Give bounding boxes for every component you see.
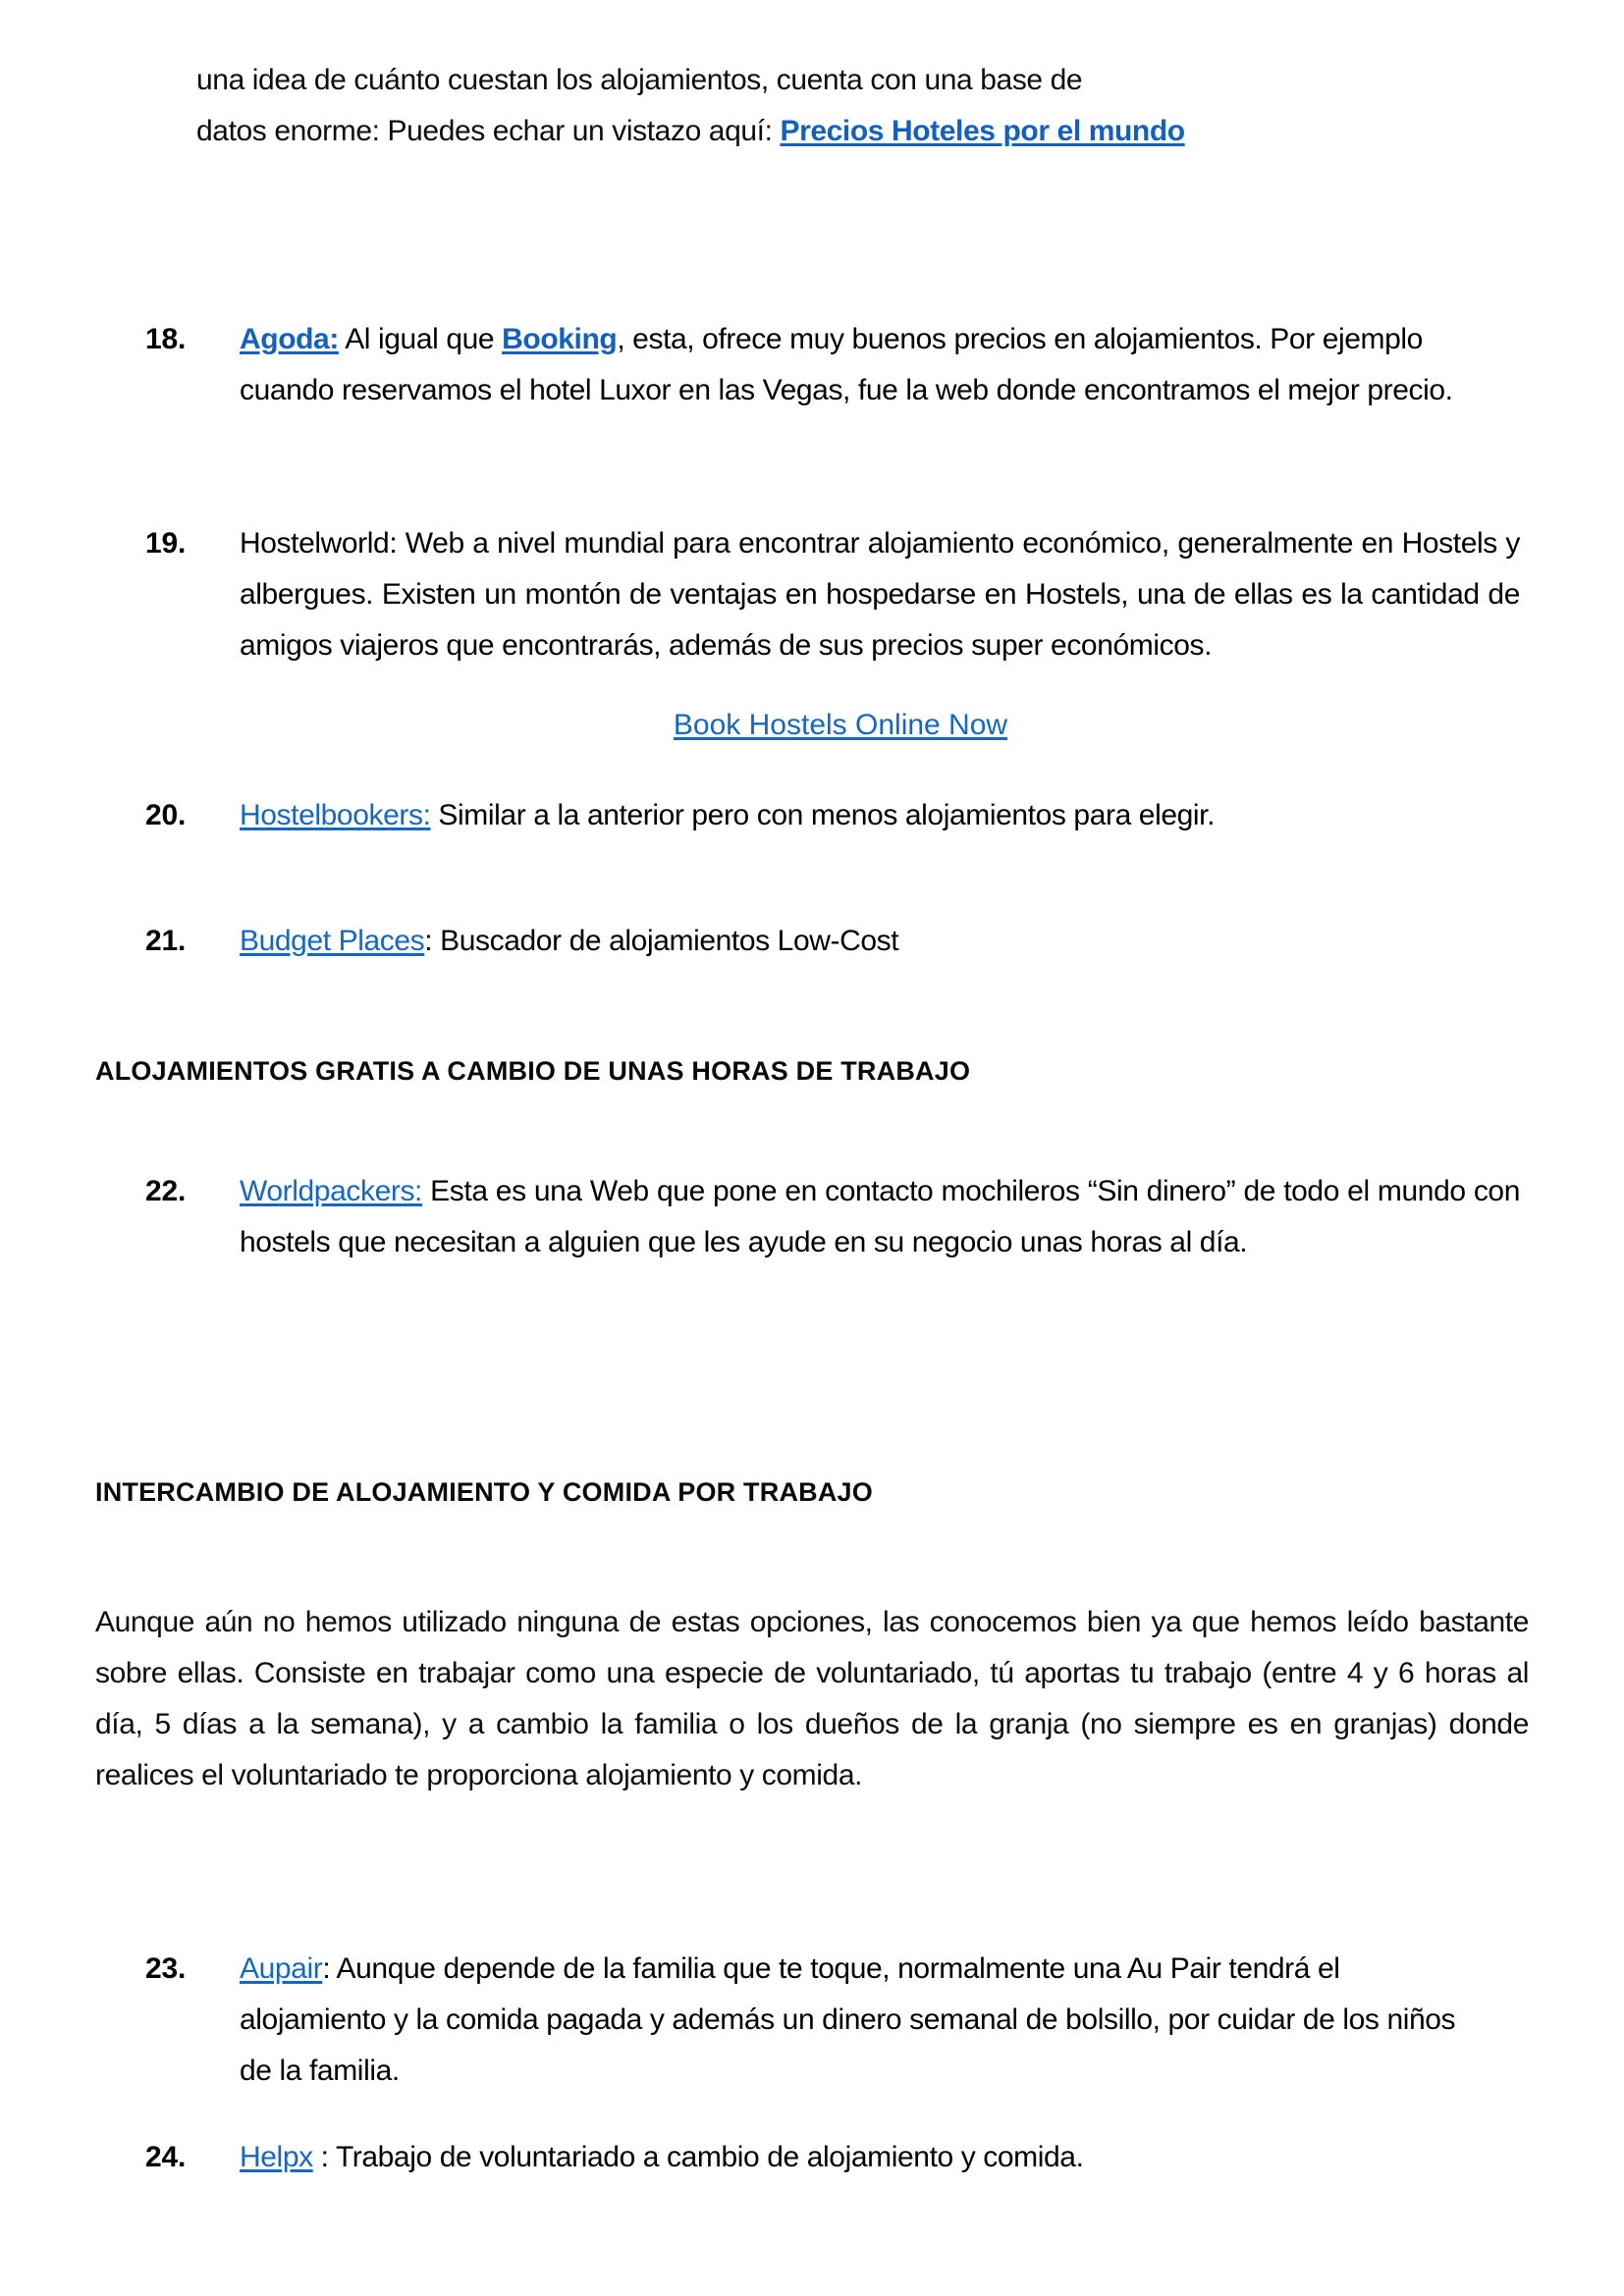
list-item-21-body (240, 916, 1485, 967)
intro-line-1: una idea de cuánto cuestan los alojamientos, cuenta con una base de (196, 64, 1083, 96)
link-book-hostels-online-now[interactable]: Book Hostels Online Now (673, 709, 1008, 741)
list-item-20-number: 20. (145, 799, 187, 831)
list-item-18-number: 18. (145, 323, 187, 355)
list-item-24 (145, 2132, 1485, 2183)
list-item-21 (145, 916, 1485, 967)
intro-line-2-prefix: datos enorme: Puedes echar un vistazo aquí: (196, 115, 781, 147)
intro-paragraph (196, 55, 1485, 157)
body-paragraph: Aunque aún no hemos utilizado ninguna de estas opciones, las conocemos bien ya que hemos leído bastante sobre ellas. Consiste en trabajar como una especie de voluntariado, tú aportas tu trabajo (entre 4 y 6 horas al día, 5 días a la semana), y a cambio la familia o los dueños de la granja (no siempre es en granjas) donde realices el voluntariado te proporciona alojamiento y comida. (95, 1606, 1529, 1791)
link-hostelbookers[interactable]: Hostelbookers: (240, 799, 431, 831)
list-item-18-text-part2: , esta, ofrece muy buenos precios en alojamientos. Por ejemplo cuando reservamos el hotel Luxor en las Vegas, fue la web donde encontramos el mejor precio. (240, 323, 1453, 406)
list-item-24-body (240, 2132, 1485, 2183)
list-item-18 (145, 314, 1485, 416)
list-item-22-body (240, 1166, 1520, 1268)
link-booking[interactable]: Booking (502, 323, 618, 355)
heading-exchange: INTERCAMBIO DE ALOJAMIENTO Y COMIDA POR TRABAJO (95, 1477, 873, 1507)
list-item-21-text: : Buscador de alojamientos Low-Cost (424, 925, 899, 957)
link-aupair[interactable]: Aupair (240, 1952, 323, 1985)
list-item-20-body (240, 790, 1485, 841)
list-item-24-number: 24. (145, 2141, 187, 2173)
list-item-18-body (240, 314, 1485, 416)
list-item-22 (145, 1166, 1520, 1268)
link-agoda[interactable]: Agoda: (240, 323, 339, 355)
list-item-20-text: Similar a la anterior pero con menos alojamientos para elegir. (430, 799, 1216, 831)
list-item-23 (145, 1944, 1485, 2097)
list-item-19-number: 19. (145, 527, 187, 560)
list-item-22-text: Esta es una Web que pone en contacto mochileros “Sin dinero” de todo el mundo con hostels que necesitan a alguien que les ayude en su negocio unas horas al día. (240, 1175, 1520, 1258)
heading-free-lodging: ALOJAMIENTOS GRATIS A CAMBIO DE UNAS HORAS DE TRABAJO (95, 1056, 971, 1086)
centered-link-wrapper (196, 700, 1485, 751)
link-helpx[interactable]: Helpx (240, 2141, 313, 2173)
list-item-21-number: 21. (145, 925, 187, 957)
list-item-19-body: Hostelworld: Web a nivel mundial para encontrar alojamiento económico, generalmente en Hostels y albergues. Existen un montón de ventajas en hospedarse en Hostels, una de ellas es la cantidad de amigos viajeros que encontrarás, además de sus precios super económicos. (240, 527, 1520, 662)
list-item-23-text: : Aunque depende de la familia que te toque, normalmente una Au Pair tendrá el alojamiento y la comida pagada y además un dinero semanal de bolsillo, por cuidar de los niños de la familia. (240, 1952, 1456, 2087)
list-item-20 (145, 790, 1485, 841)
list-item-24-text: : Trabajo de voluntariado a cambio de alojamiento y comida. (312, 2141, 1084, 2173)
link-budget-places[interactable]: Budget Places (240, 925, 425, 957)
list-item-18-text-part1: Al igual que (338, 323, 503, 355)
link-worldpackers[interactable]: Worldpackers: (240, 1175, 422, 1207)
list-item-23-body (240, 1944, 1485, 2097)
link-precios-hoteles[interactable]: Precios Hoteles por el mundo (780, 115, 1185, 147)
list-item-23-number: 23. (145, 1952, 187, 1985)
list-item-19 (145, 518, 1520, 671)
list-item-22-number: 22. (145, 1175, 187, 1207)
